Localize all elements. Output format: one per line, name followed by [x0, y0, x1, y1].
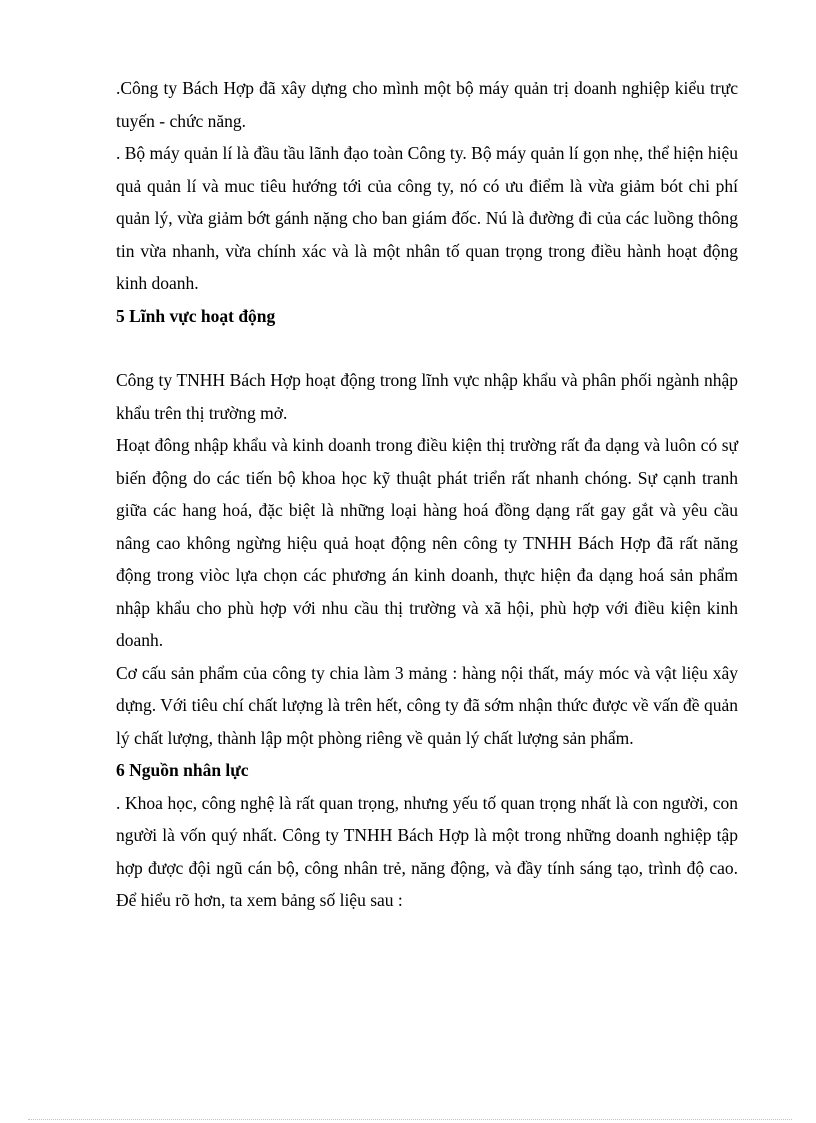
intro-paragraph-1: .Công ty Bách Hợp đã xây dựng cho mình một bộ máy quản trị doanh nghiệp kiểu trực tuyến - chức năng.: [116, 78, 738, 131]
page-bottom-divider: [28, 1119, 792, 1120]
section-5-paragraph-1: Công ty TNHH Bách Hợp hoạt động trong lĩnh vực nhập khẩu và phân phối ngành nhập khẩu trên thị trường mở.: [116, 370, 738, 423]
section-6-paragraph-1: . Khoa học, công nghệ là rất quan trọng, nhưng yếu tố quan trọng nhất là con người, con người là vốn quý nhất. Công ty TNHH Bách Hợp là một trong những doanh nghiệp tập hợp được đội ngũ cán bộ, công nhân trẻ, năng động, và đầy tính sáng tạo, trình độ cao. Để hiểu rõ hơn, ta xem bảng số liệu sau :: [116, 792, 738, 910]
section-5-paragraph-3: Cơ cấu sản phẩm của công ty chia làm 3 mảng : hàng nội thất, máy móc và vật liệu xây dựng. Với tiêu chí chất lượng là trên hết, công ty đã sớm nhận thức được về vấn đề quản lý chất lượng, thành lập một phòng riêng về quản lý chất lượng sản phẩm.: [116, 662, 738, 748]
section-5-paragraph-2: Hoạt đông nhập khẩu và kinh doanh trong điều kiện thị trường rất đa dạng và luôn có sự biến động do các tiến bộ khoa học kỹ thuật phát triển rất nhanh chóng. Sự cạnh tranh giữa các hang hoá, đặc biệt là những loại hàng hoá đồng dạng rất gay gắt và yêu cầu nâng cao không ngừng hiệu quả hoạt động nên công ty TNHH Bách Hợp đã rất năng động trong viòc lựa chọn các phương án kinh doanh, thực hiện đa dạng hoá sản phẩm nhập khẩu cho phù hợp với nhu cầu thị trường và xã hội, phù hợp với điều kiện kinh doanh.: [116, 435, 738, 650]
intro-paragraph-2: . Bộ máy quản lí là đầu tầu lãnh đạo toàn Công ty. Bộ máy quản lí gọn nhẹ, thể hiện hiệu quả quản lí và muc tiêu hướng tới của công ty, nó có ưu điểm là vừa giảm bót chi phí quản lý, vừa giảm bớt gánh nặng cho ban giám đốc. Nú là đường đi của các luồng thông tin vừa nhanh, vừa chính xác và là một nhân tố quan trọng trong điều hành hoạt động kinh doanh.: [116, 143, 738, 293]
document-page: [116, 72, 738, 917]
section-5-heading: 5 Lĩnh vực hoạt động: [116, 305, 276, 326]
section-6-heading: 6 Nguồn nhân lực: [116, 760, 249, 780]
blank-line: [116, 332, 738, 364]
